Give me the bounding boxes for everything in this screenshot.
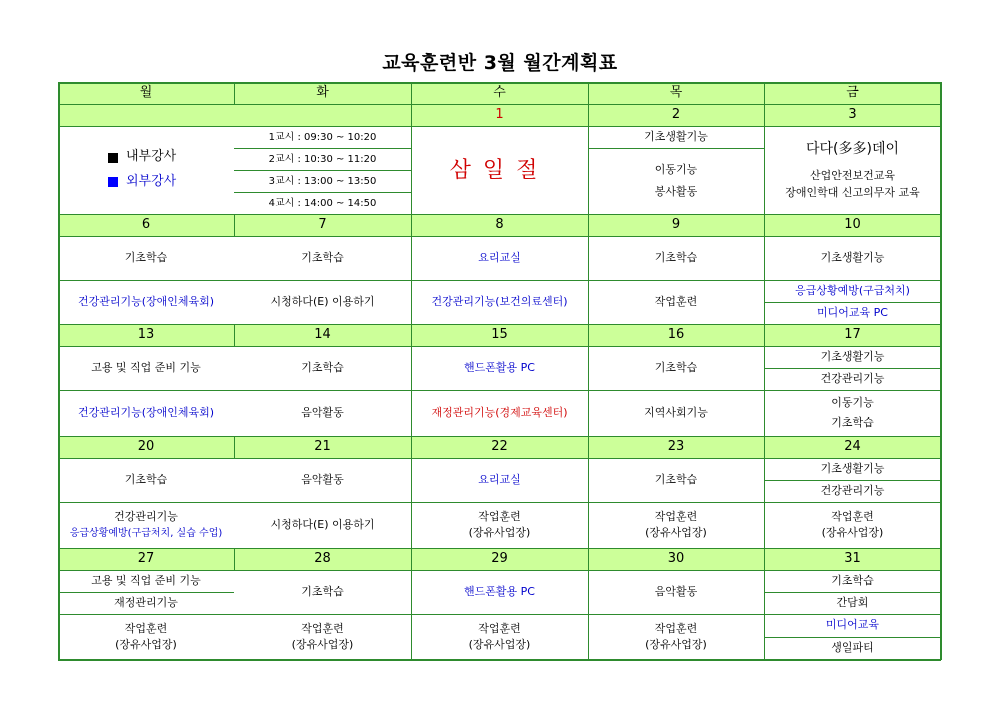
period-2: 2교시 : 10:30 ~ 11:20 <box>268 153 377 165</box>
grid-line <box>58 82 60 660</box>
day-8: 8 <box>411 214 588 236</box>
day-2: 2 <box>588 104 764 126</box>
cell-7-a: 기초학습 <box>301 250 344 264</box>
legend <box>58 126 234 214</box>
cell-17-a2: 건강관리기능 <box>820 371 885 385</box>
cell-8-b: 건강관리기능(보건의료센터) <box>431 294 568 308</box>
grid-line <box>940 82 942 660</box>
grid-line <box>234 148 411 149</box>
weekday-thu: 목 <box>588 82 764 104</box>
day-22: 22 <box>411 436 588 458</box>
cell-27-b: 재정관리기능 <box>114 595 178 609</box>
holiday-label: 삼일절 <box>449 157 550 183</box>
cell-24-a1: 기초생활기능 <box>820 461 885 475</box>
day-1: 1 <box>411 104 588 126</box>
day-14: 14 <box>234 324 411 346</box>
day-29: 29 <box>411 548 588 570</box>
cell-16-a: 기초학습 <box>654 360 698 374</box>
grid-line <box>764 480 941 481</box>
grid-line <box>764 637 941 638</box>
grid-line <box>234 192 411 193</box>
day-7: 7 <box>234 214 411 236</box>
day-6: 6 <box>58 214 234 236</box>
day-28: 28 <box>234 548 411 570</box>
cell-13-b: 건강관리기능(장애인체육회) <box>77 405 215 419</box>
cell-27-c: 작업훈련 (장유사업장) <box>115 621 177 651</box>
cell-15-b: 재정관리기능(경제교육센터) <box>431 405 568 419</box>
cell-9-b: 작업훈련 <box>654 294 698 308</box>
cell-24-b: 작업훈련 (장유사업장) <box>821 509 884 539</box>
grid-line <box>588 82 589 660</box>
legend-external: 외부강사 <box>108 170 176 195</box>
cell-21-a: 음악활동 <box>301 472 344 486</box>
day-30: 30 <box>588 548 764 570</box>
cell-23-a: 기초학습 <box>654 472 698 486</box>
cell-30-a: 음악활동 <box>654 584 698 598</box>
grid-line <box>234 548 235 570</box>
grid-line <box>58 126 941 127</box>
cell-14-b: 음악활동 <box>301 405 344 419</box>
cell-6-a: 기초학습 <box>124 250 168 264</box>
grid-line <box>764 302 941 303</box>
cell-31-c: 미디어교육 <box>825 618 880 632</box>
grid-line <box>58 104 941 105</box>
day-15: 15 <box>411 324 588 346</box>
blue-square-icon <box>108 177 118 187</box>
grid-line <box>234 82 235 104</box>
grid-line <box>764 592 941 593</box>
cell-29-b: 작업훈련 (장유사업장) <box>468 621 531 651</box>
day-16: 16 <box>588 324 764 346</box>
cell-10-b2: 미디어교육 PC <box>817 305 888 319</box>
grid-line <box>58 324 941 325</box>
cell-20-a: 기초학습 <box>124 472 168 486</box>
cell-9-a: 기초학습 <box>654 250 698 264</box>
grid-line <box>764 82 765 660</box>
black-square-icon <box>108 153 118 163</box>
grid-line <box>411 82 412 660</box>
grid-line <box>58 592 234 593</box>
cell-30-b: 작업훈련 (장유사업장) <box>645 621 707 651</box>
day-3: 3 <box>764 104 941 126</box>
grid-line <box>58 614 941 615</box>
cell-17-b: 이동기능 기초학습 <box>831 395 874 429</box>
cell-6-b: 건강관리기능(장애인체육회) <box>77 294 215 308</box>
period-4: 4교시 : 14:00 ~ 14:50 <box>268 197 377 209</box>
grid-line <box>58 390 941 391</box>
day-17: 17 <box>764 324 941 346</box>
cell-22-a: 요리교실 <box>478 472 521 486</box>
day-27: 27 <box>58 548 234 570</box>
cell-day3: 다다(多多)데이 산업안전보건교육 장애인학대 신고의무자 교육 <box>785 141 920 199</box>
legend-internal: 내부강사 <box>108 145 176 170</box>
cell-29-a: 핸드폰활용 PC <box>464 584 535 598</box>
page-title: 교육훈련반 3월 월간계획표 <box>382 52 618 74</box>
grid-line <box>234 214 235 236</box>
cell-23-b: 작업훈련 (장유사업장) <box>645 509 707 539</box>
grid-line <box>58 502 941 503</box>
cell-day2-a: 기초생활기능 <box>644 129 708 143</box>
week1-blank-days <box>58 104 411 126</box>
day-21: 21 <box>234 436 411 458</box>
cell-28-b: 작업훈련 (장유사업장) <box>291 621 354 651</box>
cell-14-a: 기초학습 <box>301 360 344 374</box>
period-3: 3교시 : 13:00 ~ 13:50 <box>268 175 377 187</box>
cell-22-b: 작업훈련 (장유사업장) <box>468 509 531 539</box>
cell-31-d: 생일파티 <box>831 641 874 655</box>
cell-28-a: 기초학습 <box>301 584 344 598</box>
grid-line <box>58 346 941 347</box>
cell-8-a: 요리교실 <box>478 250 521 264</box>
grid-line <box>58 548 941 549</box>
cell-31-a: 기초학습 <box>831 573 874 587</box>
weekday-wed: 수 <box>411 82 588 104</box>
period-1: 1교시 : 09:30 ~ 10:20 <box>268 131 377 143</box>
cell-24-a2: 건강관리기능 <box>820 483 885 497</box>
weekday-tue: 화 <box>234 82 411 104</box>
day-13: 13 <box>58 324 234 346</box>
cell-13-a: 고용 및 직업 준비 기능 <box>91 360 201 374</box>
day-10: 10 <box>764 214 941 236</box>
day-24: 24 <box>764 436 941 458</box>
cell-21-b: 시청하다(E) 이용하기 <box>270 517 375 531</box>
grid-line <box>58 458 941 459</box>
cell-20-b: 건강관리기능 응급상황예방(구급처치, 실습 수업) <box>69 510 223 539</box>
day-9: 9 <box>588 214 764 236</box>
grid-line <box>58 236 941 237</box>
cell-31-b: 간담회 <box>836 595 869 609</box>
day-23: 23 <box>588 436 764 458</box>
grid-line <box>58 436 941 437</box>
cell-10-b1: 응급상황예방(구급처치) <box>795 283 910 297</box>
cell-17-a1: 기초생활기능 <box>820 349 885 363</box>
grid-line <box>234 170 411 171</box>
cell-7-b: 시청하다(E) 이용하기 <box>270 294 375 308</box>
grid-line <box>764 368 941 369</box>
cell-10-a: 기초생활기능 <box>820 250 885 264</box>
weekday-fri: 금 <box>764 82 941 104</box>
grid-line <box>234 436 235 458</box>
grid-line <box>58 659 941 661</box>
cell-15-a: 핸드폰활용 PC <box>464 360 535 374</box>
cell-27-a: 고용 및 직업 준비 기능 <box>91 573 201 587</box>
grid-line <box>234 324 235 346</box>
cell-16-b: 지역사회기능 <box>644 405 708 419</box>
weekday-mon: 월 <box>58 82 234 104</box>
grid-line <box>58 214 941 215</box>
grid-line <box>58 280 941 281</box>
day-20: 20 <box>58 436 234 458</box>
grid-line <box>58 82 941 84</box>
grid-line <box>58 570 941 571</box>
grid-line <box>588 148 764 149</box>
cell-day2-b: 이동기능 봉사활동 <box>654 162 698 198</box>
day-31: 31 <box>764 548 941 570</box>
